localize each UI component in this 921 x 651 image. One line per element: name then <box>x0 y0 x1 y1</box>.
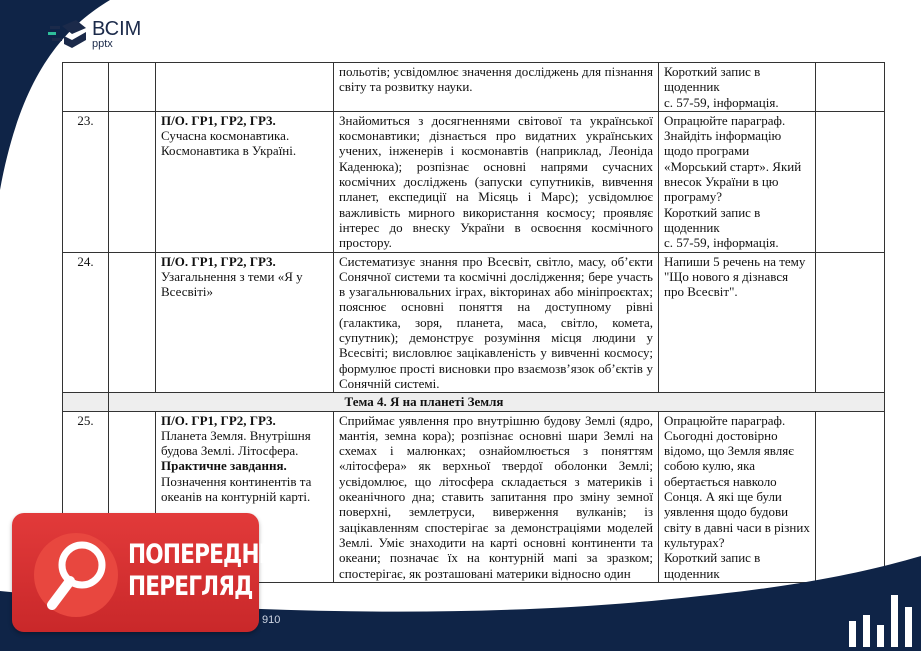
table-row: 23. П/О. ГР1, ГР2, ГР3. Сучасна космонавтика. Космонавтика в Україні. Знайомиться з досягненнями світової та української космонавтики; дізнається про видатних українських учених, інженерів і космонавтів (наприклад, Леоніда Каденюка); розпізнає основні напрями сучасних космічних досліджень (запуски супутників, вивчення планет, експедиції на Місяць і Марс); усвідомлює важливість мирного використання космосу; проявляє інтерес до внеску України в освоєння космічного простору. Опрацюйте параграф. Знайдіть інформацію щодо програми «Морський старт». Який внесок України в цю програму? Короткий запис в щоденник с. 57-59, інформація. <box>63 111 885 252</box>
table-row <box>63 63 885 112</box>
table-row: 25. П/О. ГР1, ГР2, ГР3. Планета Земля. Внутрішня будова Землі. Літосфера. Практичне завдання. Позначення континентів та океанів на контурній карті. Сприймає уявлення про внутрішню будову Землі (ядро, мантія, земна кора); розпізнає основні шари Землі на схемах і малюнках; ознайомлюється з поняттям «літосфера» як верхньої твердої оболонки Землі; усвідомлює, що літосфера складається з материків і океанічного дна; ставить запитання про зміну земної поверхні, землетруси, виверження вулканів; із зацікавленням спостерігає за демонстраціями моделей Землі. Уміє знаходити на карті основні континенти та океани; позначає їх на контурній мапі за зразком; спостерігає, як розташовані материки відносно один Опрацюйте параграф. Сьогодні достовірно відомо, що Земля являє собою кулю, яка обертається навколо Сонця. А які ще були уявлення щодо будови світу в давні часи в різних культурах? Короткий запис в щоденник <box>63 411 885 582</box>
outcomes-cell: польотів; усвідомлює значення досліджень для пізнання світу та розвитку науки. <box>334 63 659 112</box>
bars-logo-icon <box>847 587 917 647</box>
task-cell: Опрацюйте параграф. Знайдіть інформацію щодо програми «Морський старт». Який внесок України в цю програму? Короткий запис в щоденник с. 57-59, інформація. <box>659 111 816 252</box>
topic-heading: Тема 4. Я на планеті Земля <box>109 393 885 411</box>
outcomes-cell: Сприймає уявлення про внутрішню будову Землі (ядро, мантія, земна кора); розпізнає основні шари Землі на схемах і малюнках; ознайомлюється з поняттям «літосфера» як верхньої твердої оболонки Землі; усвідомлює, що літосфера складається з материків і океанічного дна; ставить запитання про зміну земної поверхні, землетруси, виверження вулканів; із зацікавленням спостерігає за демонстраціями моделей Землі. Уміє знаходити на карті основні континенти та океани; позначає їх на контурній мапі за зразком; спостерігає, як розташовані материки відносно один <box>334 411 659 582</box>
magnifier-icon <box>26 527 121 622</box>
page-number: 910 <box>262 614 281 626</box>
table-row: 24. П/О. ГР1, ГР2, ГР3. Узагальнення з теми «Я у Всесвіті» Систематизує знання про Всесвіт, світло, масу, об’єкти Сонячної системи та космічні дослідження; бере участь в узагальнювальних іграх, вікторинах або мініпроєктах; пояснює основні поняття на доступному рівні (галактика, зоря, планета, маса, світло, комета, супутник); демонструє розуміння місця людини у Всесвіті; висловлює зацікавленість у вивченні космосу; формулює прості висновки про взаємозв’язок об’єктів у Сонячній системі. Напиши 5 речень на тему "Що нового я дізнався про Всесвіт". <box>63 252 885 393</box>
lesson-title-cell: П/О. ГР1, ГР2, ГР3. Планета Земля. Внутрішня будова Землі. Літосфера. Практичне завдання. Позначення континентів та океанів на контурній карті. <box>156 411 334 582</box>
preview-badge[interactable]: ПОПЕРЕДНІЙ ПЕРЕГЛЯД <box>12 513 259 632</box>
curriculum-table <box>62 62 885 583</box>
lesson-title-cell: П/О. ГР1, ГР2, ГР3. Узагальнення з теми «Я у Всесвіті» <box>156 252 334 393</box>
task-cell: Напиши 5 речень на тему "Що нового я дізнався про Всесвіт". <box>659 252 816 393</box>
outcomes-cell: Знайомиться з досягненнями світової та української космонавтики; дізнається про видатних українських учених, інженерів і космонавтів (наприклад, Леоніда Каденюка); розпізнає основні напрями сучасних космічних досліджень (запуски супутників, вивчення планет, експедиції на Місяць і Марс); усвідомлює важливість мирного використання космосу; проявляє інтерес до внеску України в освоєння космічного простору. <box>334 111 659 252</box>
logo: ВСІМ pptx <box>48 18 141 50</box>
logo-icon <box>48 18 88 50</box>
lesson-title-cell: П/О. ГР1, ГР2, ГР3. Сучасна космонавтика. Космонавтика в Україні. <box>156 111 334 252</box>
topic-row <box>63 393 885 411</box>
task-cell: Короткий запис в щоденник с. 57-59, інформація. <box>659 63 816 112</box>
outcomes-cell: Систематизує знання про Всесвіт, світло, масу, об’єкти Сонячної системи та космічні дослідження; бере участь в узагальнювальних іграх, вікторинах або мініпроєктах; пояснює основні поняття на доступному рівні (галактика, зоря, планета, маса, світло, комета, супутник); демонструє розуміння місця людини у Всесвіті; висловлює зацікавленість у вивченні космосу; формулює прості висновки про взаємозв’язок об’єктів у Сонячній системі. <box>334 252 659 393</box>
task-cell: Опрацюйте параграф. Сьогодні достовірно відомо, що Земля являє собою кулю, яка обертається навколо Сонця. А які ще були уявлення щодо будови світу в давні часи в різних культурах? Короткий запис в щоденник <box>659 411 816 582</box>
